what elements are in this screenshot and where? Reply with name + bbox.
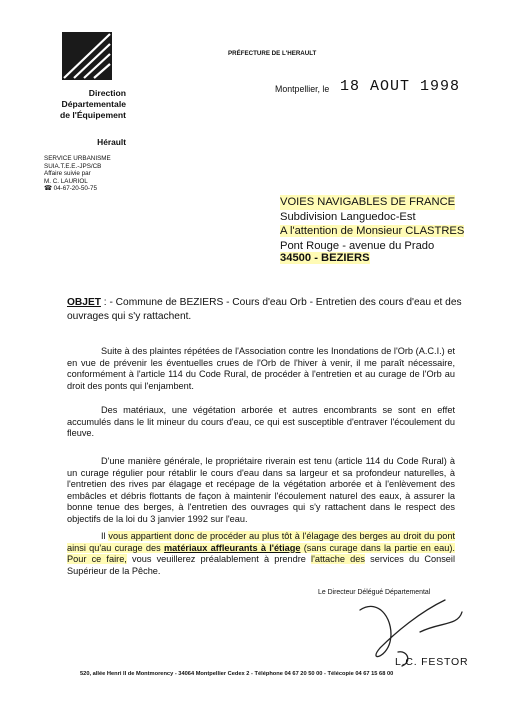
date-place: Montpellier, le	[275, 84, 330, 94]
date-stamp: 18 AOUT 1998	[340, 78, 461, 95]
signatory-title: Le Directeur Délégué Départemental	[318, 589, 431, 596]
sender-region: Hérault	[97, 137, 126, 147]
prefecture-header: PRÉFECTURE DE L'HERAULT	[228, 50, 317, 57]
body-paragraph: Suite à des plaintes répétées de l'Association contre les Inondations de l'Orb (A.C.I.) et en vue de prévenir les éventuelles crues de l'Orb de l'hiver à venir, il me paraît nécessaire, conformément à l'article 114 du Code Rural, de procéder à l'entretien et au curage de l'Orb au droit des ponts qui l'enjambent.	[67, 346, 455, 391]
ministry-logo	[62, 32, 112, 80]
body-paragraph: Des matériaux, une végétation arborée et autres encombrants se sont en effet accumulés dans le lit mineur du cours d'eau, ce qui est susceptible d'entraver l'écoulement du fleuve.	[67, 405, 455, 439]
body-paragraph: D'une manière générale, le propriétaire riverain est tenu (article 114 du Code Rural) à un curage régulier pour rétablir le cours d'eau dans sa largeur et sa profondeur naturelles, à l'entretien des rives par élagage et recépage de la végétation arborée et à l'enlèvement des embâcles et débris flottants de façon à maintenir l'écoulement naturel des eaux, à assurer la bonne tenue des berges, à l'entretien des ouvrages qui s'y rattachent dans le respect des objectifs de la loi du 3 janvier 1992 sur l'eau.	[67, 456, 455, 524]
body-paragraph: Il vous appartient donc de procéder au plus tôt à l'élagage des berges au droit du pont ainsi qu'au curage des matériaux affleurants à l'étiage (sans curage dans la partie en eau). Pour ce faire, vous veuillerez préalablement à prendre l'attache des services du Conseil Supérieur de la Pêche.	[67, 531, 455, 576]
service-block: SERVICE URBANISME SUIA.T.E.E.-JPS/CB Affaire suivie par M. C. LAURIOL ☎ 04-67-20-50-75	[44, 155, 111, 193]
signatory-name: L.C. FESTOR	[395, 656, 469, 668]
footer-address: 520, allée Henri II de Montmorency - 34064 Montpellier Cedex 2 - Téléphone 04 67 20 50 00 - Télécopie 04 67 15 68 00	[80, 671, 394, 677]
subject-line: OBJET : - Commune de BEZIERS - Cours d'eau Orb - Entretien des cours d'eau et des ouvrages qui s'y rattachent.	[67, 297, 462, 322]
recipient-city: 34500 - BEZIERS	[280, 252, 370, 264]
recipient-address: VOIES NAVIGABLES DE FRANCE Subdivision Languedoc-Est A l'attention de Monsieur CLASTRES Pont Rouge - avenue du Prado	[280, 196, 465, 252]
sender-direction: Direction Départementale de l'Équipement	[59, 88, 126, 120]
